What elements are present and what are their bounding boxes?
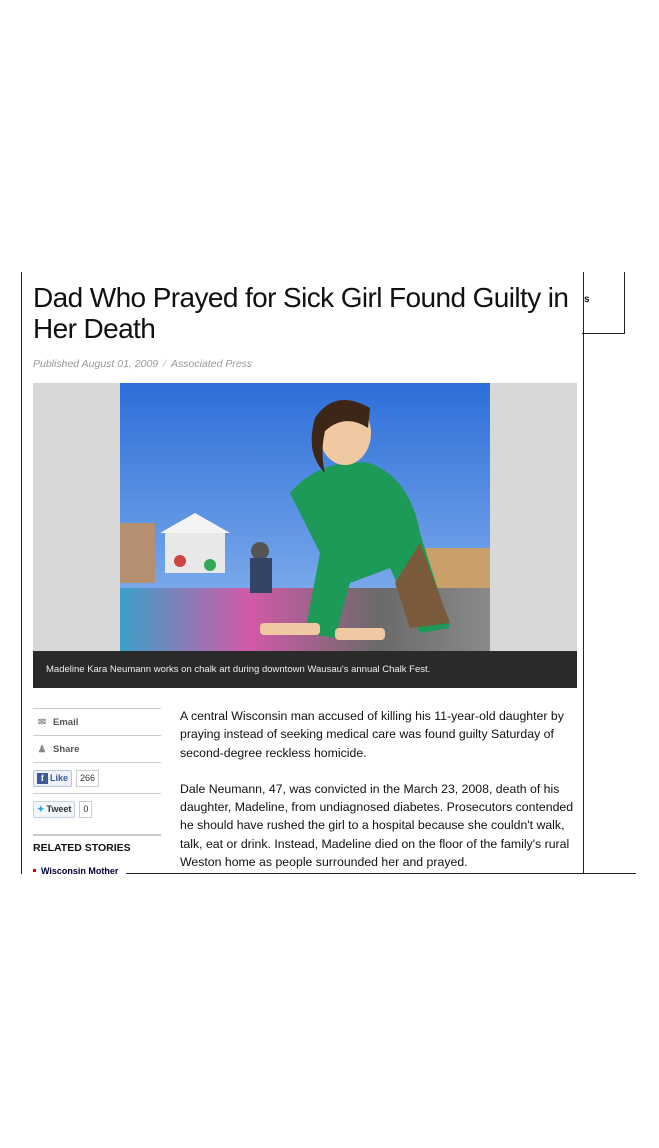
publish-date: Published August 01, 2009	[33, 358, 159, 370]
article-paragraph: Dale Neumann, 47, was convicted in the March 23, 2008, death of his daughter, Madeline, from undiagnosed diabetes. Prosecutors contended he should have rushed the girl to a hospital because she couldn't walk, talk, eat or drink. Instead, Madeline died on the floor of the family's rural Weston home as people surrounded her and prayed.	[180, 781, 574, 870]
article-headline: Dad Who Prayed for Sick Girl Found Guilty in Her Death	[33, 282, 569, 344]
share-people-icon: ♟	[37, 743, 47, 755]
tweet-button[interactable]	[33, 801, 75, 818]
article-byline	[33, 358, 252, 370]
facebook-icon: f	[37, 773, 48, 784]
tweet-row	[33, 793, 161, 824]
byline-separator: /	[163, 358, 167, 370]
divider-line	[126, 873, 636, 874]
like-label: Like	[50, 773, 69, 783]
envelope-icon: ✉	[38, 716, 46, 728]
photo-caption: Madeline Kara Neumann works on chalk art during downtown Wausau's annual Chalk Fest.	[33, 651, 577, 688]
tweet-count: 0	[79, 801, 92, 818]
article-frame	[21, 272, 584, 874]
like-count: 266	[76, 770, 99, 787]
article-body	[180, 707, 580, 874]
facebook-like-button[interactable]	[33, 770, 72, 787]
article-paragraph: A central Wisconsin man accused of killing his 11-year-old daughter by praying instead of seeking medical care was found guilty Saturday of second-degree reckless homicide.	[180, 709, 564, 760]
article-tools	[33, 708, 161, 874]
email-label: Email	[53, 716, 79, 728]
chalk-fest-photo	[120, 383, 490, 651]
email-link[interactable]	[33, 708, 161, 735]
share-label: Share	[53, 743, 80, 755]
twitter-bird-icon: ✦	[37, 803, 45, 814]
share-link[interactable]	[33, 735, 161, 762]
related-story-link[interactable]: Wisconsin Mother	[33, 866, 161, 874]
tweet-label: Tweet	[46, 804, 72, 814]
article-photo[interactable]	[33, 383, 577, 688]
related-stories-heading: RELATED STORIES	[33, 834, 161, 854]
article-source: Associated Press	[171, 358, 253, 370]
side-panel-text: s	[584, 294, 590, 305]
side-panel	[582, 272, 625, 334]
facebook-like-row	[33, 762, 161, 793]
